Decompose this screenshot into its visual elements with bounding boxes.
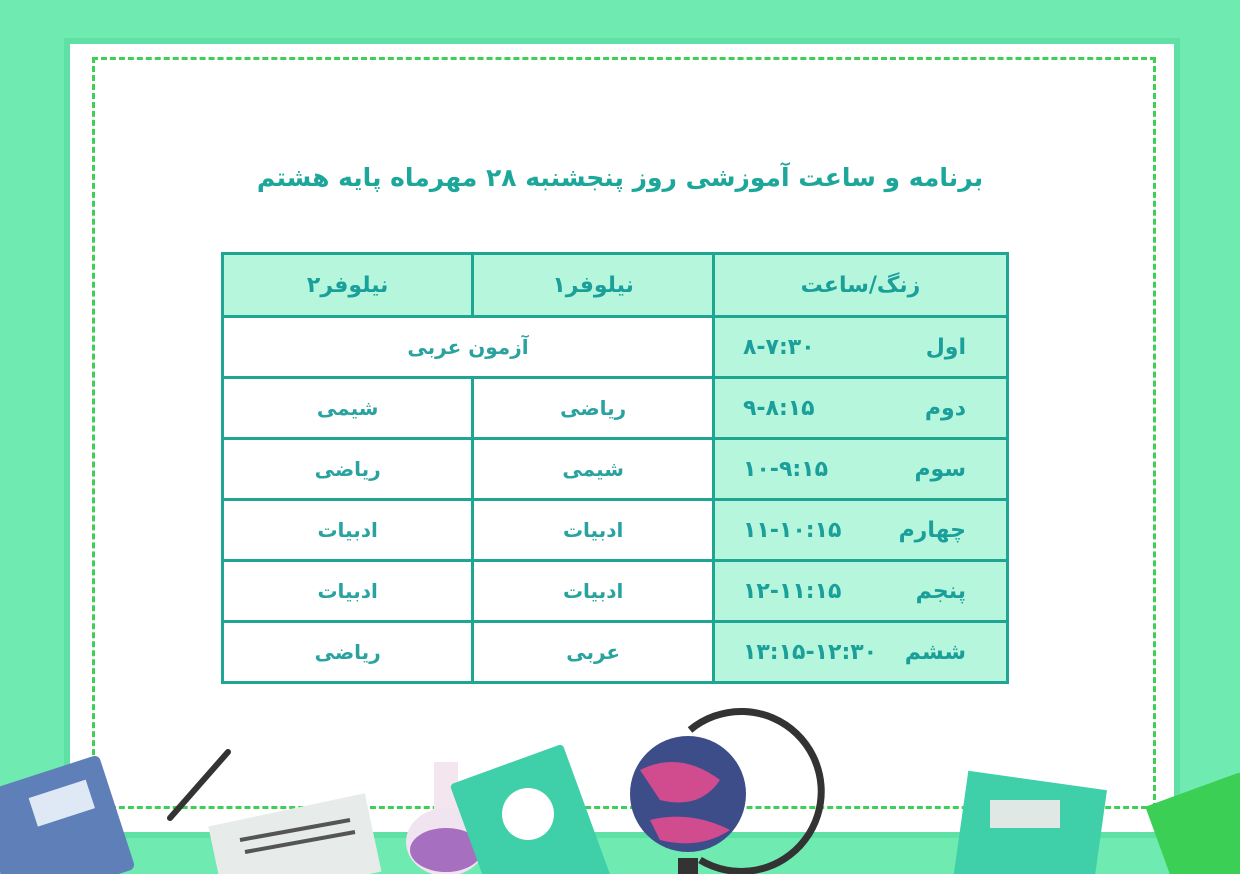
bell-time: ۱۰-۹:۱۵ (742, 456, 829, 482)
table-row (223, 500, 1008, 561)
header-class-2: نیلوفر۲ (223, 254, 473, 317)
bell-cell (713, 378, 1007, 439)
class-1-subject: شیمی (473, 439, 714, 500)
class-1-subject: ادبیات (473, 500, 714, 561)
bell-time: ۱۳:۱۵-۱۲:۳۰ (742, 639, 878, 665)
bell-cell (713, 561, 1007, 622)
header-bell-time: زنگ/ساعت (713, 254, 1007, 317)
header-class-1: نیلوفر۱ (473, 254, 714, 317)
right-book-icon (1145, 772, 1240, 874)
class-2-subject: شیمی (223, 378, 473, 439)
bell-label: اول (925, 334, 966, 360)
table-row (223, 439, 1008, 500)
table-row (223, 622, 1008, 683)
table-row (223, 378, 1008, 439)
class-2-subject: ادبیات (223, 500, 473, 561)
table-header-row (223, 254, 1008, 317)
bell-cell (713, 439, 1007, 500)
bell-cell (713, 622, 1007, 683)
class-1-subject: ادبیات (473, 561, 714, 622)
class-2-subject: ریاضی (223, 622, 473, 683)
bell-label: چهارم (898, 517, 966, 543)
bell-time: ۸-۷:۳۰ (742, 334, 815, 360)
table-row (223, 317, 1008, 378)
pencil-icon (170, 752, 228, 818)
class-2-subject: ادبیات (223, 561, 473, 622)
bell-time: ۱۲-۱۱:۱۵ (742, 578, 842, 604)
class-1-subject: عربی (473, 622, 714, 683)
schedule-table (221, 252, 1009, 684)
class-2-subject: ریاضی (223, 439, 473, 500)
class-1-subject: ریاضی (473, 378, 714, 439)
merged-subject-cell: آزمون عربی (223, 317, 714, 378)
bell-label: سوم (914, 456, 966, 482)
table-row (223, 561, 1008, 622)
bell-label: پنجم (915, 578, 966, 604)
school-supplies-illustration (0, 690, 1240, 874)
bell-label: ششم (904, 639, 966, 665)
bell-label: دوم (924, 395, 966, 421)
bell-cell (713, 317, 1007, 378)
bell-cell (713, 500, 1007, 561)
page-title: برنامه و ساعت آموزشی روز پنجشنبه ۲۸ مهرماه پایه هشتم (256, 163, 984, 192)
globe-icon (630, 711, 821, 874)
bell-time: ۹-۸:۱۵ (742, 395, 815, 421)
notebook-icon (0, 754, 136, 874)
open-book-icon (208, 793, 381, 874)
bell-time: ۱۱-۱۰:۱۵ (742, 517, 842, 543)
right-notebook-icon (953, 771, 1107, 874)
